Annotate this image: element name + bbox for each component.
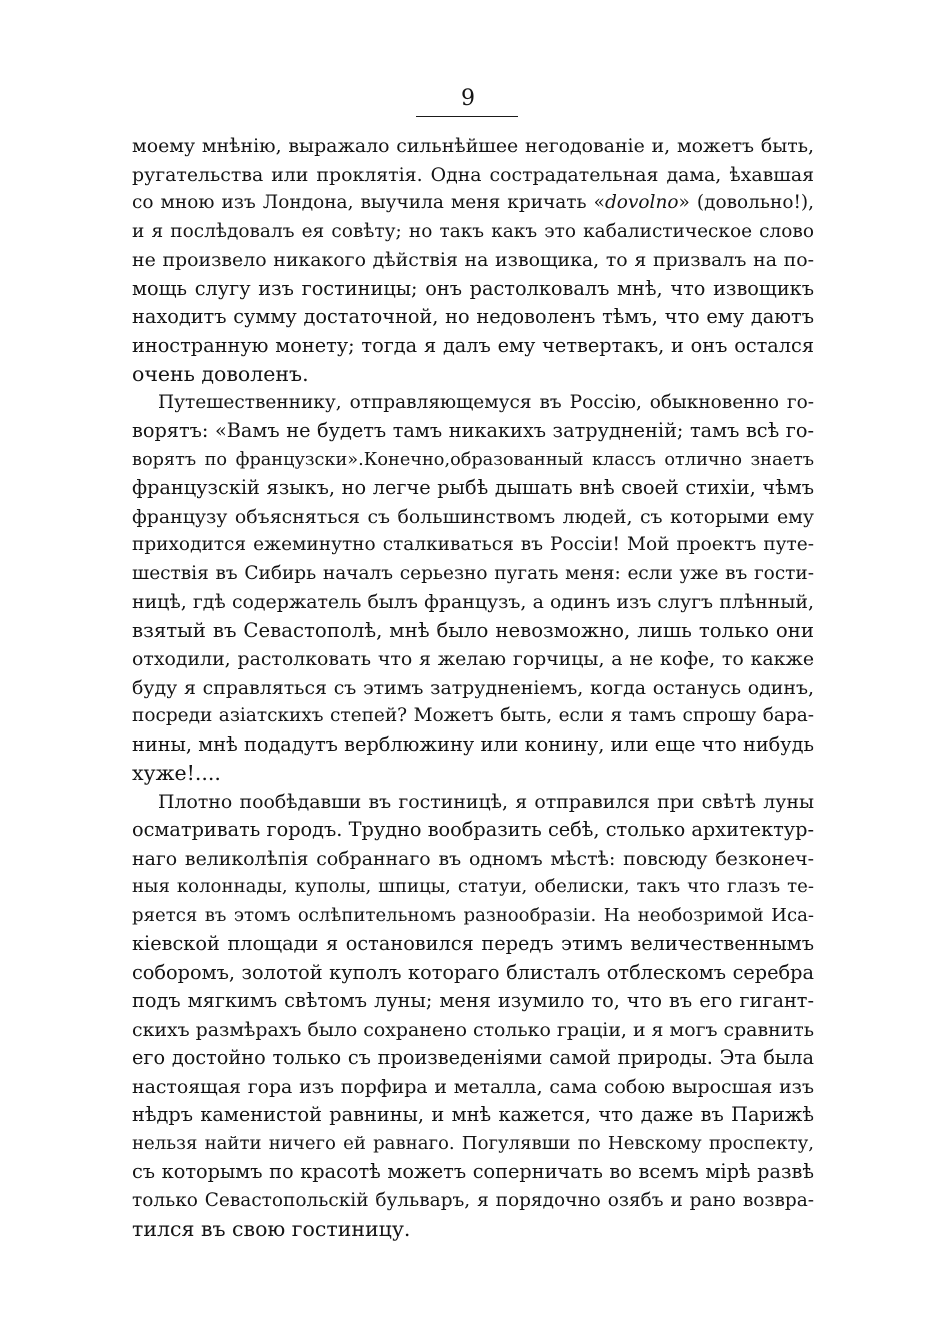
text-line: ругательства или проклятія. Одна сострадательная дама, ѣхавшая xyxy=(132,163,814,186)
text-line: ворятъ по французски».Конечно,образованный классъ отлично знаетъ xyxy=(132,449,814,470)
page-number: 9 xyxy=(461,86,475,111)
text-line: наго великолѣпія собраннаго въ одномъ мѣстѣ: повсюду безконеч- xyxy=(132,847,814,870)
italic-word: dovolno xyxy=(604,192,679,213)
text-line: соборомъ, золотой куполъ котораго блисталъ отблескомъ серебра xyxy=(132,960,814,984)
text-line: ныя колоннады, куполы, шпицы, статуи, обелиски, такъ что глазъ те- xyxy=(132,876,814,897)
text-line: хуже!.... xyxy=(132,761,221,785)
text-line: находитъ сумму достаточной, но недоволенъ тѣмъ, что ему даютъ xyxy=(132,305,814,328)
text-line: только Севастопольскій бульваръ, я порядочно озябъ и рано возвра- xyxy=(132,1189,814,1211)
text-line: иностранную монету; тогда я далъ ему четвертакъ, и онъ остался xyxy=(132,333,814,357)
text-line: взятый въ Севастополѣ, мнѣ было невозможно, лишь только они xyxy=(132,618,814,642)
text-line: буду я справляться съ этимъ затрудненіемъ, когда останусь одинъ, xyxy=(132,676,814,699)
text-line: посреди азіатскихъ степей? Можетъ быть, если я тамъ спрошу бара- xyxy=(132,705,814,726)
text-line: не произвело никакого дѣйствія на извощика, то я призвалъ на по- xyxy=(132,249,814,271)
paragraph-3 xyxy=(132,788,814,1244)
text-line: мощь слугу изъ гостиницы; онъ растолковалъ мнѣ, что извощикъ xyxy=(132,276,814,300)
text-line: тился въ свою гостиницу. xyxy=(132,1217,411,1241)
text-line: моему мнѣнію, выражало сильнѣйшее негодованіе и, можетъ быть, xyxy=(132,135,814,157)
text-line: нины, мнѣ подадутъ верблюжину или конину, или еще что нибудь xyxy=(132,732,814,756)
text-line: нѣдръ каменистой равнины, и мнѣ кажется, что даже въ Парижѣ xyxy=(132,1103,814,1126)
text-line: со мною изъ Лондона, выучила меня кричать «dovolno» (довольно!), xyxy=(132,192,815,213)
text-line: отходили, растолковать что я желаю горчицы, а не кофе, то какже xyxy=(132,648,814,670)
body-text xyxy=(132,132,814,1244)
text-line: французскій языкъ, но легче рыбѣ дышать внѣ своей стихіи, чѣмъ xyxy=(132,476,814,499)
text-line: съ которымъ по красотѣ можетъ соперничать во всемъ мірѣ развѣ xyxy=(132,1160,814,1183)
text-line: кіевской площади я остановился передъ этимъ величественнымъ xyxy=(132,932,814,955)
paragraph-1 xyxy=(132,132,814,389)
text-line: Плотно пообѣдавши въ гостиницѣ, я отправился при свѣтѣ луны xyxy=(158,790,814,813)
text-line: приходится ежеминутно сталкиваться въ Россіи! Мой проектъ путе- xyxy=(132,534,814,555)
text-line: очень доволенъ. xyxy=(132,362,309,386)
text-line: и я послѣдовалъ ея совѣту; но такъ какъ это кабалистическое слово xyxy=(132,220,814,242)
text-line: Путешественнику, отправляющемуся въ Россію, обыкновенно го- xyxy=(158,391,814,413)
text-line: шествія въ Сибирь началъ серьезно пугать меня: если уже въ гости- xyxy=(132,562,814,584)
text-line: нельзя найти ничего ей равнаго. Погулявши по Невскому проспекту, xyxy=(132,1132,814,1154)
text-line: ницѣ, гдѣ содержатель былъ французъ, а одинъ изъ слугъ плѣнный, xyxy=(132,591,814,613)
paragraph-2 xyxy=(132,389,814,788)
text-line: его достойно только съ произведеніями самой природы. Эта была xyxy=(132,1046,814,1069)
text-line: французу объясняться съ большинствомъ людей, съ которыми ему xyxy=(132,505,814,528)
text-line: осматривать городъ. Трудно вообразить себѣ, столько архитектур- xyxy=(132,818,814,841)
text-line: скихъ размѣрахъ было сохранено столько граціи, и я могъ сравнить xyxy=(132,1018,814,1041)
text-line: ворятъ: «Вамъ не будетъ тамъ никакихъ затрудненій; тамъ всѣ го- xyxy=(132,419,814,442)
text-line: ряется въ этомъ ослѣпительномъ разнообразіи. На необозримой Иса- xyxy=(132,904,814,926)
text-line: подъ мягкимъ свѣтомъ луны; меня изумило то, что въ его гигант- xyxy=(132,989,814,1012)
text-line: настоящая гора изъ порфира и металла, сама собою выросшая изъ xyxy=(132,1075,814,1098)
page-number-rule xyxy=(416,116,518,117)
